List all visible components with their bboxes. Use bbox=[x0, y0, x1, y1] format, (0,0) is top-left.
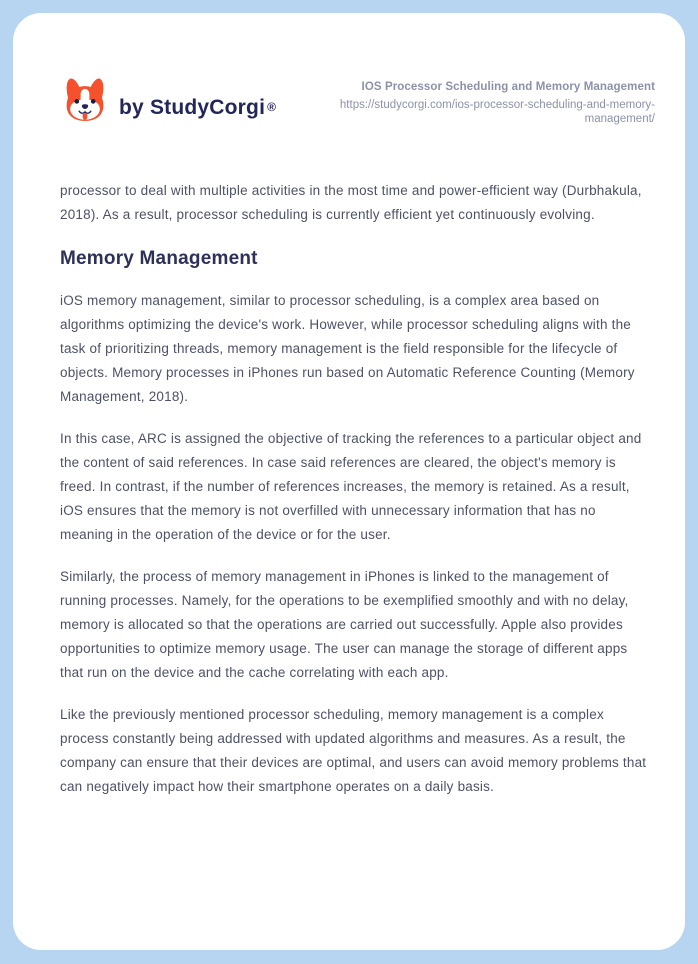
body-paragraph-3: Similarly, the process of memory management in iPhones is linked to the management of running processes. Namely, for the operations to be exemplified smoothly and with no delay, memory is allocated so that the operations are carried out successfully. Apple also provides opportunities to optimize memory usage. The user can manage the storage of different apps that run on the device and the cache correlating with each app. bbox=[60, 569, 629, 680]
body-paragraph-1: iOS memory management, similar to processor scheduling, is a complex area based on algorithms optimizing the device's work. However, while processor scheduling aligns with the task of prioritizing threads, memory management is the field responsible for the lifecycle of objects. Memory processes in iPhones run based on Automatic Reference Counting (Memory Management, 2018). bbox=[60, 293, 635, 404]
body-paragraph-4: Like the previously mentioned processor scheduling, memory management is a complex process constantly being addressed with updated algorithms and measures. As a result, the company can ensure that their devices are optimal, and users can avoid memory problems that can negatively impact how their smartphone operates on a daily basis. bbox=[60, 707, 647, 794]
document-header bbox=[60, 75, 655, 127]
article-body bbox=[60, 179, 648, 799]
corgi-logo-icon bbox=[60, 75, 110, 127]
registered-trademark: ® bbox=[267, 100, 276, 114]
brand-name: by StudyCorgi bbox=[119, 96, 266, 119]
document-card bbox=[13, 13, 685, 950]
body-paragraph-2: In this case, ARC is assigned the objective of tracking the references to a particular object and the content of said references. In case said references are cleared, the object's memory is freed. In contrast, if the number of references increases, the memory is retained. As a result, iOS ensures that the memory is not overfilled with unnecessary information that has no meaning in the operation of the device or for the user. bbox=[60, 431, 642, 542]
document-url-link[interactable]: https://studycorgi.com/ios-processor-scheduling-and-memory-management/ bbox=[339, 99, 655, 125]
document-meta bbox=[333, 75, 655, 126]
section-heading: Memory Management bbox=[60, 248, 258, 269]
lead-paragraph: processor to deal with multiple activities in the most time and power-efficient way (Durbhakula, 2018). As a result, processor scheduling is currently efficient yet continuously evolving. bbox=[60, 183, 642, 222]
document-title: IOS Processor Scheduling and Memory Management bbox=[361, 81, 655, 93]
brand bbox=[60, 75, 274, 127]
